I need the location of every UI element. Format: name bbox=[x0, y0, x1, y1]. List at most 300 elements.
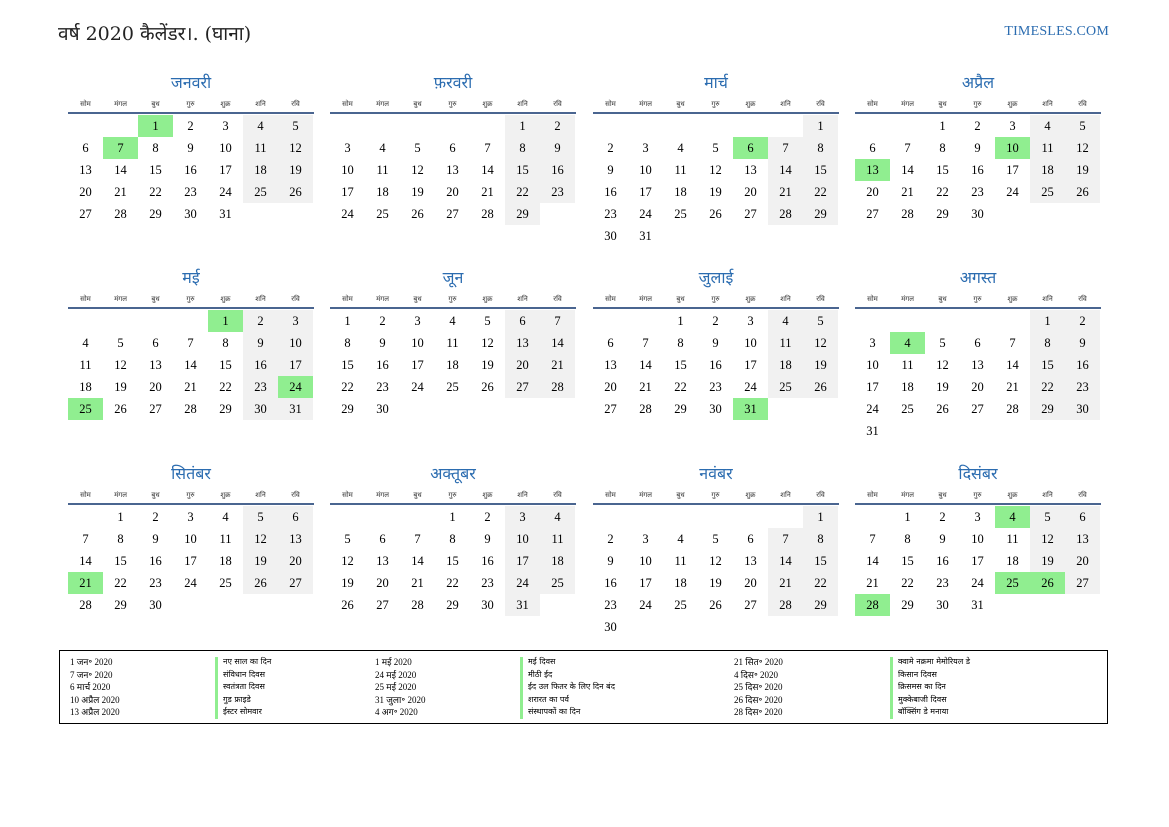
holiday-day-cell: 13 bbox=[855, 159, 890, 181]
day-cell: 11 bbox=[1006, 532, 1019, 546]
month-block bbox=[68, 73, 314, 225]
legend-holiday-name: क्रिसमस का दिन bbox=[898, 682, 946, 692]
weekday-header-row bbox=[330, 98, 576, 110]
day-cell: 2 bbox=[939, 510, 946, 524]
weekday-label: बुध bbox=[413, 100, 422, 108]
legend-dates-column-2 bbox=[375, 656, 425, 719]
weekday-label: शनि bbox=[1042, 295, 1053, 303]
page-title: वर्ष 2020 कैलेंडर।. (घाना) bbox=[58, 23, 252, 45]
holiday-day-cell: 10 bbox=[995, 137, 1030, 159]
day-cell: 22 bbox=[814, 185, 827, 199]
month-name: फ़रवरी bbox=[433, 73, 473, 92]
month-name: जनवरी bbox=[170, 73, 212, 92]
day-cell: 28 bbox=[779, 598, 792, 612]
weekday-header-row bbox=[855, 293, 1101, 305]
day-cell: 2 bbox=[554, 119, 561, 133]
weekday-header-row bbox=[68, 489, 314, 501]
day-cell: 30 bbox=[254, 402, 267, 416]
day-cell: 20 bbox=[744, 185, 757, 199]
weekday-label: बुध bbox=[151, 100, 160, 108]
legend-date: 1 मई 2020 bbox=[375, 657, 412, 667]
day-cell: 15 bbox=[1041, 358, 1054, 372]
day-cell: 19 bbox=[709, 576, 722, 590]
day-cell: 21 bbox=[551, 358, 564, 372]
weekday-label: बुध bbox=[938, 100, 947, 108]
weekday-label: शुक्र bbox=[745, 491, 756, 499]
day-cell: 13 bbox=[79, 163, 92, 177]
day-cell: 26 bbox=[341, 598, 354, 612]
day-cell: 30 bbox=[936, 598, 949, 612]
holiday-day-cell: 25 bbox=[68, 398, 103, 420]
day-cell: 10 bbox=[866, 358, 879, 372]
weekday-label: रवि bbox=[816, 295, 825, 303]
day-cell: 23 bbox=[481, 576, 494, 590]
month-name: नवंबर bbox=[699, 464, 733, 483]
month-block bbox=[330, 73, 576, 225]
day-cell: 22 bbox=[1041, 380, 1054, 394]
day-cell: 2 bbox=[1079, 314, 1086, 328]
day-cell: 9 bbox=[187, 141, 194, 155]
day-cell: 14 bbox=[551, 336, 564, 350]
weekday-label: सोम bbox=[605, 491, 616, 499]
day-cell: 20 bbox=[866, 185, 879, 199]
day-cell: 25 bbox=[1041, 185, 1054, 199]
day-cell: 26 bbox=[709, 598, 722, 612]
day-cell: 25 bbox=[779, 380, 792, 394]
holiday-day-cell: 1 bbox=[138, 115, 173, 137]
header-divider bbox=[593, 112, 839, 114]
day-cell: 17 bbox=[184, 554, 197, 568]
weekday-label: शनि bbox=[1042, 100, 1053, 108]
day-cell: 28 bbox=[779, 207, 792, 221]
day-cell: 1 bbox=[117, 510, 124, 524]
day-cell: 26 bbox=[411, 207, 424, 221]
day-cell: 10 bbox=[744, 336, 757, 350]
day-cell: 30 bbox=[1076, 402, 1089, 416]
day-cell: 19 bbox=[341, 576, 354, 590]
day-cell: 11 bbox=[79, 358, 92, 372]
day-cell: 19 bbox=[1076, 163, 1089, 177]
legend-date: 21 सित॰ 2020 bbox=[734, 657, 783, 667]
day-cell: 7 bbox=[1009, 336, 1016, 350]
day-cell: 29 bbox=[936, 207, 949, 221]
day-cell: 8 bbox=[519, 141, 526, 155]
weekday-label: गुरु bbox=[711, 295, 720, 303]
day-cell: 1 bbox=[904, 510, 911, 524]
day-cell: 5 bbox=[1079, 119, 1086, 133]
day-cell: 3 bbox=[414, 314, 421, 328]
legend-accent-bar bbox=[215, 657, 218, 719]
day-cell: 20 bbox=[1076, 554, 1089, 568]
day-cell: 11 bbox=[254, 141, 267, 155]
day-cell: 25 bbox=[254, 185, 267, 199]
legend-dates-column-1 bbox=[70, 656, 120, 719]
day-cell: 23 bbox=[149, 576, 162, 590]
day-cell: 12 bbox=[1076, 141, 1089, 155]
weekday-label: रवि bbox=[291, 491, 300, 499]
day-cell: 1 bbox=[519, 119, 526, 133]
day-cell: 5 bbox=[257, 510, 264, 524]
weekday-label: शनि bbox=[517, 491, 528, 499]
day-cell: 16 bbox=[184, 163, 197, 177]
weekday-label: बुध bbox=[413, 491, 422, 499]
month-name: अप्रैल bbox=[961, 73, 995, 92]
day-cell: 15 bbox=[936, 163, 949, 177]
day-cell: 15 bbox=[674, 358, 687, 372]
day-cell: 31 bbox=[516, 598, 529, 612]
legend-dates-column-3 bbox=[734, 656, 783, 719]
day-cell: 2 bbox=[974, 119, 981, 133]
day-cell: 9 bbox=[1079, 336, 1086, 350]
day-cell: 29 bbox=[516, 207, 529, 221]
day-cell: 13 bbox=[149, 358, 162, 372]
day-cell: 2 bbox=[187, 119, 194, 133]
weekday-label: शनि bbox=[255, 100, 266, 108]
day-cell: 27 bbox=[971, 402, 984, 416]
day-cell: 20 bbox=[604, 380, 617, 394]
day-cell: 18 bbox=[779, 358, 792, 372]
day-cell: 6 bbox=[519, 314, 526, 328]
day-cell: 24 bbox=[1006, 185, 1019, 199]
weekday-label: सोम bbox=[342, 491, 353, 499]
weekday-label: शुक्र bbox=[482, 295, 493, 303]
holiday-day-cell: 7 bbox=[103, 137, 138, 159]
day-cell: 5 bbox=[292, 119, 299, 133]
weekday-header-row bbox=[593, 489, 839, 501]
weekday-label: गुरु bbox=[186, 491, 195, 499]
day-cell: 16 bbox=[481, 554, 494, 568]
day-cell: 24 bbox=[639, 207, 652, 221]
legend-date: 1 जन॰ 2020 bbox=[70, 657, 113, 667]
day-cell: 16 bbox=[604, 576, 617, 590]
weekday-label: सोम bbox=[867, 100, 878, 108]
weekday-label: शुक्र bbox=[482, 491, 493, 499]
day-cell: 13 bbox=[516, 336, 529, 350]
day-cell: 3 bbox=[974, 510, 981, 524]
legend-holiday-name: गुड फ्राइडे bbox=[223, 694, 251, 704]
day-cell: 16 bbox=[971, 163, 984, 177]
day-cell: 23 bbox=[604, 598, 617, 612]
legend-names-column-3 bbox=[898, 656, 970, 719]
day-cell: 17 bbox=[866, 380, 879, 394]
day-cell: 30 bbox=[481, 598, 494, 612]
weekday-label: सोम bbox=[867, 295, 878, 303]
day-cell: 19 bbox=[481, 358, 494, 372]
day-cell: 17 bbox=[219, 163, 232, 177]
month-name: अक्तूबर bbox=[430, 464, 476, 483]
weekday-label: गुरु bbox=[973, 491, 982, 499]
day-cell: 8 bbox=[117, 532, 124, 546]
day-cell: 28 bbox=[114, 207, 127, 221]
day-cell: 19 bbox=[114, 380, 127, 394]
day-cell: 20 bbox=[744, 576, 757, 590]
weekday-label: रवि bbox=[1078, 491, 1087, 499]
weekday-label: रवि bbox=[291, 295, 300, 303]
legend-date: 25 दिस॰ 2020 bbox=[734, 682, 783, 693]
day-cell: 30 bbox=[709, 402, 722, 416]
day-cell: 5 bbox=[414, 141, 421, 155]
day-cell: 12 bbox=[411, 163, 424, 177]
day-cell: 17 bbox=[971, 554, 984, 568]
day-cell: 20 bbox=[149, 380, 162, 394]
month-name: अगस्त bbox=[959, 268, 997, 287]
holiday-day-cell: 4 bbox=[995, 506, 1030, 528]
day-cell: 9 bbox=[379, 336, 386, 350]
weekday-label: सोम bbox=[342, 295, 353, 303]
weekday-label: शुक्र bbox=[745, 295, 756, 303]
day-cell: 11 bbox=[376, 163, 389, 177]
day-cell: 16 bbox=[709, 358, 722, 372]
day-cell: 19 bbox=[411, 185, 424, 199]
weekday-label: सोम bbox=[80, 491, 91, 499]
day-cell: 10 bbox=[341, 163, 354, 177]
day-cell: 16 bbox=[376, 358, 389, 372]
day-cell: 13 bbox=[744, 163, 757, 177]
legend-holiday-name: शरारत का पर्व bbox=[528, 694, 569, 704]
day-cell: 20 bbox=[79, 185, 92, 199]
day-cell: 10 bbox=[411, 336, 424, 350]
day-cell: 28 bbox=[901, 207, 914, 221]
weekday-label: शुक्र bbox=[220, 491, 231, 499]
weekday-header-row bbox=[593, 293, 839, 305]
day-cell: 18 bbox=[674, 576, 687, 590]
day-cell: 15 bbox=[814, 163, 827, 177]
day-cell: 11 bbox=[674, 163, 687, 177]
day-cell: 9 bbox=[607, 554, 614, 568]
day-cell: 26 bbox=[254, 576, 267, 590]
month-block bbox=[593, 73, 839, 247]
day-cell: 18 bbox=[1041, 163, 1054, 177]
holiday-day-cell: 21 bbox=[68, 572, 103, 594]
holiday-day-cell: 31 bbox=[733, 398, 768, 420]
legend-names-column-2 bbox=[528, 656, 615, 719]
header-divider bbox=[68, 503, 314, 505]
day-cell: 15 bbox=[901, 554, 914, 568]
day-cell: 29 bbox=[814, 598, 827, 612]
legend-holiday-name: संस्थापकों का दिन bbox=[528, 707, 581, 717]
legend-holiday-name: क्वामे नक्रमा मेमोरियल डे bbox=[898, 657, 971, 666]
legend-holiday-name: किसान दिवस bbox=[898, 669, 937, 679]
weekday-label: गुरु bbox=[448, 491, 457, 499]
day-cell: 10 bbox=[971, 532, 984, 546]
day-cell: 12 bbox=[709, 163, 722, 177]
day-cell: 24 bbox=[744, 380, 757, 394]
day-cell: 3 bbox=[642, 532, 649, 546]
weekday-label: शुक्र bbox=[1007, 295, 1018, 303]
day-cell: 7 bbox=[187, 336, 194, 350]
day-cell: 25 bbox=[551, 576, 564, 590]
weekday-label: शुक्र bbox=[1007, 100, 1018, 108]
day-cell: 27 bbox=[744, 598, 757, 612]
weekday-label: मंगल bbox=[114, 100, 127, 108]
day-cell: 12 bbox=[341, 554, 354, 568]
day-cell: 22 bbox=[901, 576, 914, 590]
day-cell: 26 bbox=[114, 402, 127, 416]
day-cell: 30 bbox=[149, 598, 162, 612]
day-cell: 22 bbox=[516, 185, 529, 199]
header-divider bbox=[855, 112, 1101, 114]
day-cell: 9 bbox=[974, 141, 981, 155]
day-cell: 24 bbox=[866, 402, 879, 416]
day-cell: 7 bbox=[782, 532, 789, 546]
day-cell: 9 bbox=[607, 163, 614, 177]
day-cell: 24 bbox=[411, 380, 424, 394]
day-cell: 15 bbox=[149, 163, 162, 177]
header-divider bbox=[855, 503, 1101, 505]
day-cell: 20 bbox=[289, 554, 302, 568]
day-cell: 4 bbox=[449, 314, 456, 328]
day-cell: 1 bbox=[449, 510, 456, 524]
day-cell: 9 bbox=[712, 336, 719, 350]
legend-date: 10 अप्रैल 2020 bbox=[70, 694, 120, 705]
day-cell: 25 bbox=[901, 402, 914, 416]
day-cell: 15 bbox=[219, 358, 232, 372]
day-cell: 24 bbox=[516, 576, 529, 590]
legend-date: 25 मई 2020 bbox=[375, 682, 417, 693]
day-cell: 13 bbox=[289, 532, 302, 546]
day-cell: 30 bbox=[604, 229, 617, 243]
day-cell: 27 bbox=[866, 207, 879, 221]
weekday-label: शुक्र bbox=[1007, 491, 1018, 499]
month-block bbox=[855, 464, 1101, 616]
day-cell: 1 bbox=[344, 314, 351, 328]
legend-date: 7 जन॰ 2020 bbox=[70, 669, 113, 680]
day-cell: 17 bbox=[411, 358, 424, 372]
day-cell: 6 bbox=[974, 336, 981, 350]
day-cell: 17 bbox=[1006, 163, 1019, 177]
day-cell: 17 bbox=[341, 185, 354, 199]
day-cell: 5 bbox=[484, 314, 491, 328]
day-cell: 4 bbox=[554, 510, 561, 524]
day-cell: 25 bbox=[674, 207, 687, 221]
weekday-label: बुध bbox=[938, 491, 947, 499]
day-cell: 19 bbox=[936, 380, 949, 394]
day-cell: 14 bbox=[79, 554, 92, 568]
day-cell: 16 bbox=[604, 185, 617, 199]
weekday-label: शनि bbox=[780, 100, 791, 108]
weekday-label: बुध bbox=[676, 100, 685, 108]
day-cell: 8 bbox=[344, 336, 351, 350]
day-cell: 31 bbox=[219, 207, 232, 221]
weekday-label: शुक्र bbox=[745, 100, 756, 108]
header-divider bbox=[330, 307, 576, 309]
day-cell: 27 bbox=[376, 598, 389, 612]
legend-holiday-name: बॉक्सिंग डे मनाया bbox=[898, 707, 949, 717]
weekday-label: शनि bbox=[780, 295, 791, 303]
day-cell: 9 bbox=[257, 336, 264, 350]
day-cell: 19 bbox=[1041, 554, 1054, 568]
day-cell: 5 bbox=[712, 532, 719, 546]
day-cell: 16 bbox=[551, 163, 564, 177]
weekday-label: गुरु bbox=[711, 491, 720, 499]
day-cell: 27 bbox=[289, 576, 302, 590]
day-cell: 14 bbox=[481, 163, 494, 177]
day-cell: 30 bbox=[971, 207, 984, 221]
day-cell: 23 bbox=[1076, 380, 1089, 394]
legend-date: 6 मार्च 2020 bbox=[70, 682, 111, 693]
weekday-label: मंगल bbox=[376, 491, 389, 499]
weekday-header-row bbox=[68, 98, 314, 110]
header-divider bbox=[593, 307, 839, 309]
day-cell: 14 bbox=[184, 358, 197, 372]
day-cell: 23 bbox=[376, 380, 389, 394]
day-cell: 14 bbox=[779, 554, 792, 568]
day-cell: 14 bbox=[779, 163, 792, 177]
day-cell: 4 bbox=[677, 141, 684, 155]
month-block bbox=[855, 73, 1101, 225]
day-cell: 30 bbox=[184, 207, 197, 221]
weekday-label: सोम bbox=[80, 295, 91, 303]
day-cell: 8 bbox=[449, 532, 456, 546]
day-cell: 14 bbox=[901, 163, 914, 177]
day-cell: 6 bbox=[869, 141, 876, 155]
day-cell: 17 bbox=[744, 358, 757, 372]
holiday-day-cell: 6 bbox=[733, 137, 768, 159]
day-cell: 19 bbox=[709, 185, 722, 199]
day-cell: 4 bbox=[677, 532, 684, 546]
day-cell: 26 bbox=[709, 207, 722, 221]
day-cell: 11 bbox=[446, 336, 459, 350]
month-name: मई bbox=[182, 268, 200, 287]
day-cell: 2 bbox=[484, 510, 491, 524]
day-cell: 24 bbox=[184, 576, 197, 590]
day-cell: 28 bbox=[551, 380, 564, 394]
day-cell: 12 bbox=[709, 554, 722, 568]
site-brand-link[interactable]: TIMESLES.COM bbox=[1004, 24, 1109, 39]
holiday-day-cell: 24 bbox=[278, 376, 313, 398]
day-cell: 23 bbox=[709, 380, 722, 394]
legend-holiday-name: मीठी ईद bbox=[528, 669, 553, 679]
month-name: जून bbox=[442, 268, 464, 287]
day-cell: 17 bbox=[639, 185, 652, 199]
day-cell: 7 bbox=[414, 532, 421, 546]
day-cell: 25 bbox=[446, 380, 459, 394]
day-cell: 24 bbox=[971, 576, 984, 590]
day-cell: 3 bbox=[747, 314, 754, 328]
day-cell: 7 bbox=[642, 336, 649, 350]
legend-accent-bar bbox=[520, 657, 523, 719]
weekday-label: बुध bbox=[151, 295, 160, 303]
legend-holiday-name: संविधान दिवस bbox=[223, 669, 266, 679]
legend-holiday-name: मई दिवस bbox=[528, 657, 556, 666]
day-cell: 9 bbox=[554, 141, 561, 155]
day-cell: 24 bbox=[639, 598, 652, 612]
holiday-legend bbox=[59, 650, 1108, 724]
day-cell: 2 bbox=[607, 141, 614, 155]
weekday-label: गुरु bbox=[711, 100, 720, 108]
month-name: मार्च bbox=[704, 73, 728, 92]
month-block bbox=[593, 464, 839, 638]
day-cell: 21 bbox=[901, 185, 914, 199]
weekday-header-row bbox=[68, 293, 314, 305]
day-cell: 28 bbox=[639, 402, 652, 416]
legend-date: 4 अग॰ 2020 bbox=[375, 707, 418, 718]
holiday-day-cell: 26 bbox=[1030, 572, 1065, 594]
day-cell: 13 bbox=[376, 554, 389, 568]
weekday-label: सोम bbox=[605, 295, 616, 303]
legend-date: 4 दिस॰ 2020 bbox=[734, 669, 779, 680]
day-cell: 7 bbox=[554, 314, 561, 328]
day-cell: 8 bbox=[152, 141, 159, 155]
day-cell: 14 bbox=[411, 554, 424, 568]
day-cell: 8 bbox=[222, 336, 229, 350]
day-cell: 3 bbox=[222, 119, 229, 133]
day-cell: 18 bbox=[79, 380, 92, 394]
day-cell: 6 bbox=[82, 141, 89, 155]
day-cell: 21 bbox=[184, 380, 197, 394]
day-cell: 27 bbox=[516, 380, 529, 394]
day-cell: 18 bbox=[219, 554, 232, 568]
